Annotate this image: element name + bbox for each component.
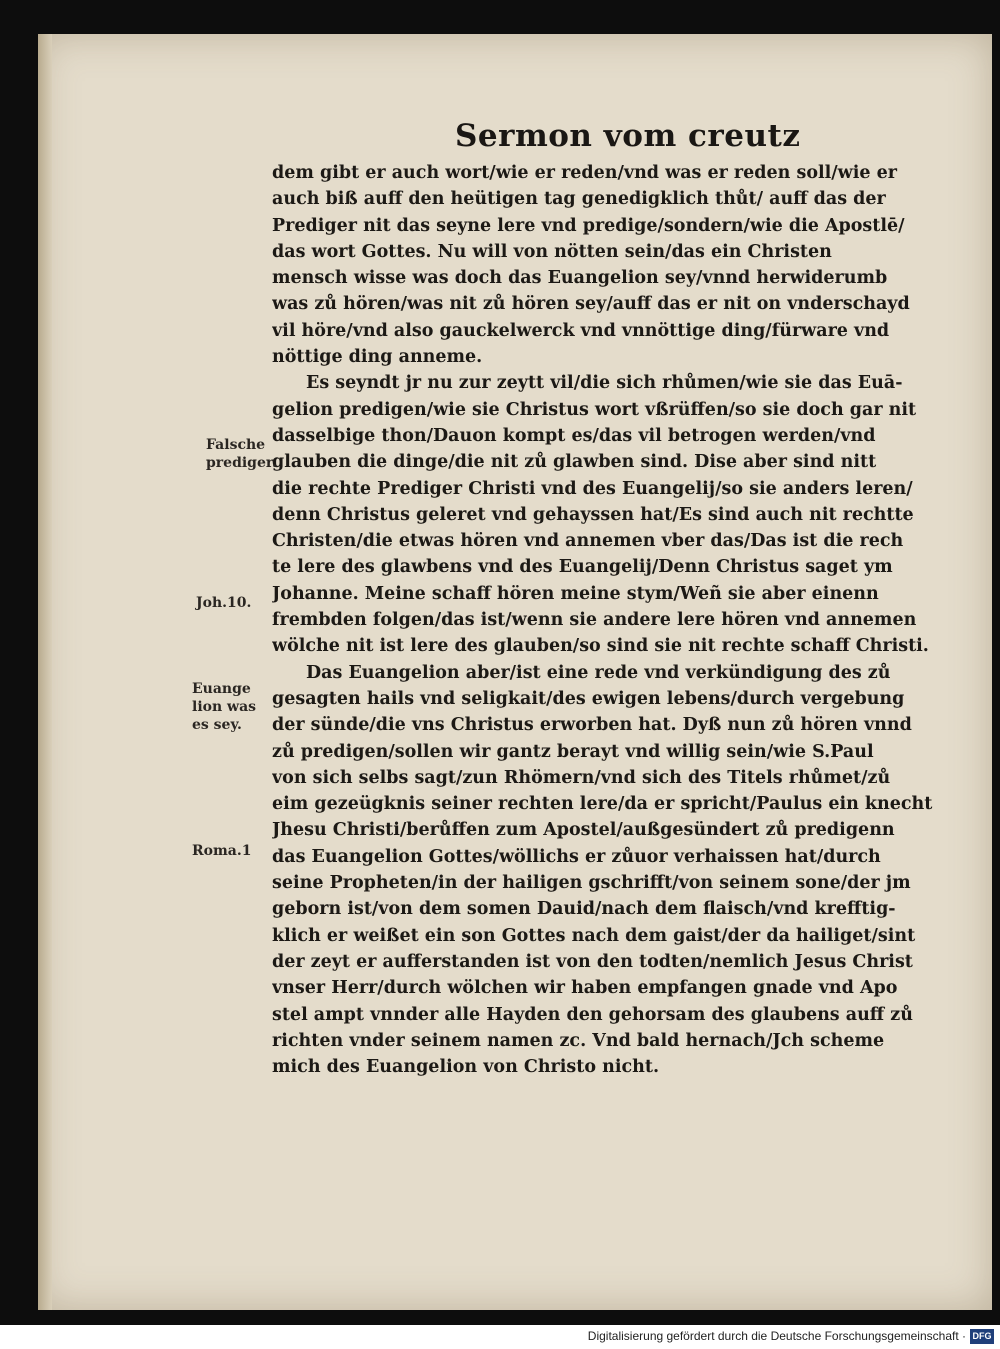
margin-note-euangelion [192,680,256,734]
margin-note-falsche-prediger [206,436,277,472]
margin-note-line: Joh.10. [196,595,252,611]
margin-note-line: Roma.1 [192,843,252,859]
text-line: denn Christus geleret vnd gehayssen hat/Es sind auch nit rechtte [272,504,914,525]
text-line: mich des Euangelion von Christo nicht. [272,1057,660,1078]
text-line: Christen/die etwas hören vnd annemen vber das/Das ist die rech [272,531,904,552]
text-line: nöttige ding anneme. [272,347,483,368]
text-line: stel ampt vnnder alle Hayden den gehorsam des glaubens auff zů [272,1004,913,1025]
text-line: zů predigen/sollen wir gantz berayt vnd willig sein/wie S.Paul [272,741,874,762]
margin-note-line: es sey. [192,717,242,733]
dfg-logo: DFG [970,1329,994,1344]
text-line: richten vnder seinem namen zc. Vnd bald hernach/Jch scheme [272,1030,885,1051]
text-line: glauben die dinge/die nit zů glawben sind. Dise aber sind nitt [272,452,877,473]
text-line: Es seyndt jr nu zur zeytt vil/die sich rhůmen/wie sie das Euā- [306,373,903,394]
text-line: die rechte Prediger Christi vnd des Euangelij/so sie anders leren/ [272,478,913,499]
text-line: te lere des glawbens vnd des Euangelij/Denn Christus saget ym [272,557,893,578]
margin-note-joh [196,594,251,612]
text-line: Prediger nit das seyne lere vnd predige/sondern/wie die Apostlē/ [272,215,905,236]
margin-note-line: lion was [192,699,257,715]
margin-note-line: prediger. [206,455,277,471]
main-text-block [272,160,944,1080]
text-line: das Euangelion Gottes/wöllichs er zůuor verhaissen hat/durch [272,846,881,867]
text-line: vnser Herr/durch wölchen wir haben empfangen gnade vnd Apo [272,978,898,999]
text-line: gesagten hails vnd seligkait/des ewigen lebens/durch vergebung [272,688,905,709]
text-line: dem gibt er auch wort/wie er reden/vnd was er reden soll/wie er [272,163,897,183]
page-gutter-edge [38,34,52,1310]
text-line: der sünde/die vns Christus erworben hat. Dyß nun zů hören vnnd [272,715,912,736]
text-line: dasselbige thon/Dauon kompt es/das vil betrogen werden/vnd [272,425,876,446]
text-line: vil höre/vnd also gauckelwerck vnd vnnöttige ding/fürware vnd [272,320,890,341]
footer-credit: Digitalisierung gefördert durch die Deutsche Forschungsgemeinschaft · [587,1329,966,1343]
text-line: mensch wisse was doch das Euangelion sey/vnnd herwiderumb [272,268,888,289]
text-line: seine Propheten/in der hailigen gschrifft/von seinem sone/der jm [272,873,911,894]
text-line: Das Euangelion aber/ist eine rede vnd verkündigung des zů [306,662,891,683]
text-line: gelion predigen/wie sie Christus wort vßrüffen/so sie doch gar nit [272,399,917,420]
margin-note-line: Falsche [206,437,266,453]
text-line: der zeyt er aufferstanden ist von den todten/nemlich Jesus Christ [272,951,913,972]
text-line: frembden folgen/das ist/wenn sie andere lere hören vnd annemen [272,610,917,631]
text-line: was zů hören/was nit zů hören sey/auff das er nit on vnderschayd [272,294,910,315]
text-line: eim gezeügknis seiner rechten lere/da er spricht/Paulus ein knecht [272,794,933,815]
text-line: auch biß auff den heütigen tag genedigklich thůt/ auff das der [272,189,886,210]
text-line: geborn ist/von dem somen Dauid/nach dem flaisch/vnd krefftig- [272,899,896,920]
footer-bar [0,1325,1000,1349]
text-line: Jhesu Christi/berůffen zum Apostel/außgesündert zů predigenn [272,820,895,841]
margin-note-line: Euange [192,681,251,697]
running-head: Sermon vom creutz [455,118,801,154]
text-line: klich er weißet ein son Gottes nach dem gaist/der da hailiget/sint [272,925,916,946]
margin-note-roma [192,842,251,860]
text-line: von sich selbs sagt/zun Rhömern/vnd sich des Titels rhůmet/zů [272,767,891,788]
text-line: wölche nit ist lere des glauben/so sind sie nit rechte schaff Christi. [272,636,929,657]
text-line: Johanne. Meine schaff hören meine stym/Weñ sie aber einenn [272,583,879,604]
text-line: das wort Gottes. Nu will von nötten sein/das ein Christen [272,241,832,262]
